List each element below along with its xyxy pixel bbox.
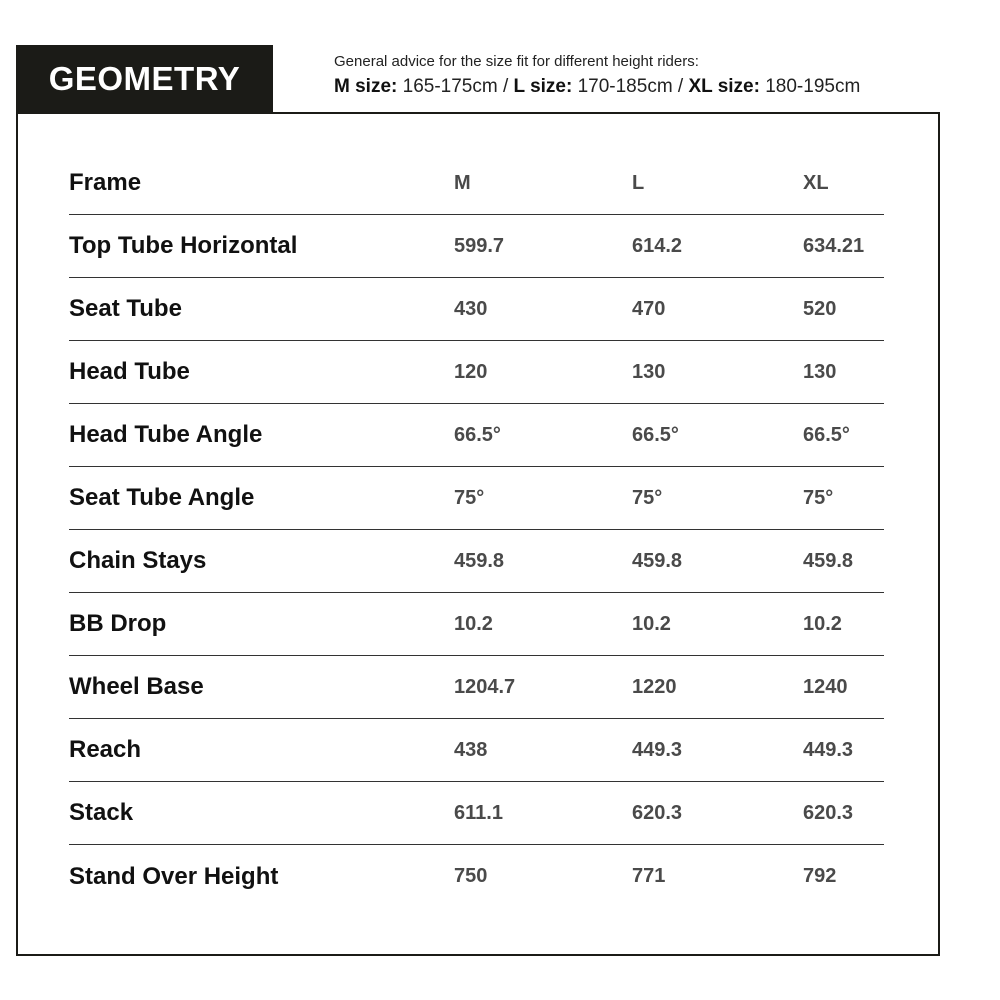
row-value-l: 614.2 [632, 234, 683, 257]
table-row [69, 782, 884, 845]
row-value-l: 620.3 [632, 801, 683, 824]
row-value-xl: 792 [803, 865, 837, 887]
header-frame: Frame [69, 169, 142, 196]
table-row [69, 656, 884, 719]
row-label: Seat Tube [69, 295, 182, 322]
table-row [69, 215, 884, 278]
xl-size-range: 180-195cm [759, 76, 861, 97]
row-label: Wheel Base [69, 673, 204, 700]
row-value-m: 599.7 [454, 234, 505, 257]
row-value-l: 130 [632, 360, 666, 383]
row-value-xl: 449.3 [803, 738, 854, 761]
row-value-xl: 66.5° [803, 423, 850, 446]
row-value-xl: 634.21 [803, 234, 865, 257]
table-row [69, 467, 884, 530]
table-row [69, 719, 884, 782]
row-value-l: 449.3 [632, 738, 683, 761]
row-label: Chain Stays [69, 547, 207, 574]
table-row [69, 530, 884, 593]
row-value-l: 771 [632, 865, 666, 887]
row-label: Seat Tube Angle [69, 484, 255, 511]
l-size-range: 170-185cm / [572, 76, 689, 97]
row-value-m: 1204.7 [454, 675, 516, 698]
size-advice-ranges [334, 76, 860, 98]
title-banner [16, 45, 273, 113]
row-value-m: 120 [454, 360, 488, 383]
header-size-l: L [632, 171, 645, 194]
header-size-m: M [454, 171, 471, 194]
row-value-m: 750 [454, 865, 488, 887]
row-value-l: 459.8 [632, 549, 683, 572]
row-value-xl: 1240 [803, 675, 848, 698]
row-value-m: 10.2 [454, 612, 493, 635]
page-title: GEOMETRY [48, 60, 241, 97]
table-row [69, 341, 884, 404]
table-header-row [69, 152, 884, 215]
row-value-m: 459.8 [454, 549, 505, 572]
row-value-xl: 130 [803, 360, 837, 383]
row-value-m: 66.5° [454, 423, 501, 446]
row-value-m: 611.1 [454, 801, 503, 824]
row-label: BB Drop [69, 610, 167, 637]
row-label: Stand Over Height [69, 862, 279, 890]
row-value-m: 75° [454, 486, 485, 509]
row-value-m: 430 [454, 297, 488, 320]
row-label: Head Tube [69, 358, 190, 385]
table-row [69, 845, 884, 908]
row-value-xl: 620.3 [803, 801, 854, 824]
size-advice-intro: General advice for the size fit for different height riders: [334, 53, 699, 70]
row-value-xl: 459.8 [803, 549, 854, 572]
m-size-range: 165-175cm / [397, 76, 514, 97]
row-value-l: 10.2 [632, 612, 671, 635]
xl-size-label: XL size: [688, 76, 760, 97]
m-size-label: M size: [334, 76, 398, 97]
size-advice [334, 53, 860, 98]
row-value-xl: 75° [803, 486, 834, 509]
row-label: Head Tube Angle [69, 421, 263, 448]
header-size-xl: XL [803, 171, 829, 194]
table-row [69, 404, 884, 467]
row-value-l: 75° [632, 486, 663, 509]
geometry-table [69, 152, 884, 908]
row-value-l: 66.5° [632, 423, 679, 446]
row-label: Stack [69, 799, 134, 826]
row-value-xl: 10.2 [803, 612, 842, 635]
row-value-l: 470 [632, 297, 666, 320]
row-label: Top Tube Horizontal [69, 232, 298, 259]
row-value-xl: 520 [803, 297, 837, 320]
table-row [69, 593, 884, 656]
table-row [69, 278, 884, 341]
row-label: Reach [69, 736, 142, 763]
l-size-label: L size: [513, 76, 573, 97]
row-value-m: 438 [454, 738, 488, 761]
row-value-l: 1220 [632, 675, 677, 698]
